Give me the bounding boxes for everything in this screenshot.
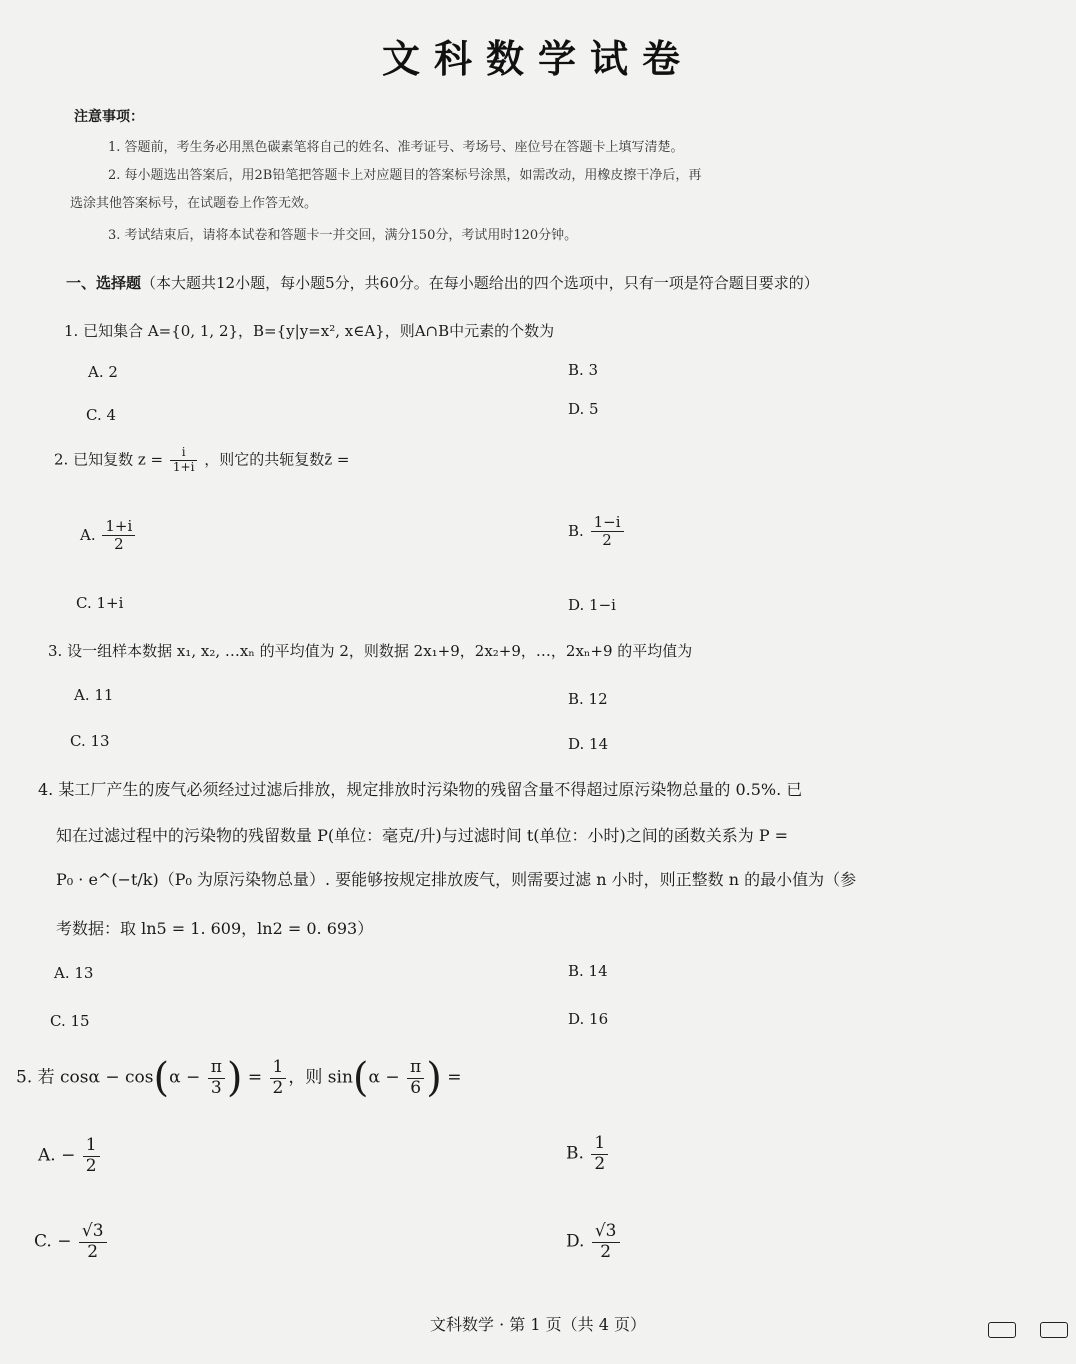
q5-b-num: 1 [591,1134,608,1155]
q4-option-c[interactable]: C. 15 [50,1012,90,1030]
q5-den-6: 6 [410,1077,422,1098]
q3-option-a[interactable]: A. 11 [74,686,114,704]
q2-frac-num: i [170,446,198,461]
q5-option-d[interactable] [566,1222,622,1262]
q5-frac-half [270,1058,287,1098]
q2-a-label: A. [80,525,96,544]
q5-then: ，则 sin [288,1067,353,1088]
q5-a-label: A. − [38,1145,76,1166]
q5-c-fraction [79,1222,107,1262]
q3-option-d[interactable]: D. 14 [568,735,609,753]
q2-option-a[interactable] [80,518,137,554]
q5-b-den: 2 [594,1153,606,1174]
q4-option-d[interactable]: D. 16 [568,1010,609,1028]
q5-c-label: C. − [34,1231,72,1252]
q5-pi-num-2: π [407,1058,424,1079]
question-4-line-4: 考数据：取 ln5 = 1. 609，ln2 = 0. 693） [56,919,374,938]
q2-b-den: 2 [602,531,612,550]
q4-option-a[interactable]: A. 13 [54,964,94,982]
q5-b-label: B. [566,1143,584,1164]
q5-mid1: α − [169,1067,201,1088]
q5-c-den: 2 [87,1241,99,1262]
q1-option-c[interactable]: C. 4 [86,406,117,424]
question-5-stem: 5. 若 cosα − cos(α − $\frac{\pi}{3}$ ) = $\frac{1}{2}$ ，则 sin(α − $\frac{\pi}{6}$ ) = [16,1055,462,1102]
q5-den-3: 3 [210,1077,222,1098]
q5-d-label: D. [566,1231,585,1252]
section-label: 一、选择题 [66,274,142,292]
question-3-stem: 3. 设一组样本数据 x₁, x₂, …xₙ 的平均值为 2，则数据 2x₁+9，2x₂+9，…，2xₙ+9 的平均值为 [48,642,693,660]
notice-item-2: 2. 每小题选出答案后，用2B铅笔把答题卡上对应题目的答案标号涂黑，如需改动，用橡皮擦干净后，再 [108,168,702,183]
q5-d-fraction [592,1222,620,1262]
q5-mid2: α − [368,1067,400,1088]
q2-a-num: 1+i [102,518,135,536]
q5-a-fraction [83,1136,100,1176]
q2-option-d[interactable]: D. 1−i [568,596,616,614]
q1-option-b[interactable]: B. 3 [568,361,599,379]
corner-box-left [988,1322,1016,1338]
question-1-stem: 1. 已知集合 A={0, 1, 2}，B={y|y=x², x∈A}，则A∩B中元素的个数为 [64,322,555,340]
q5-d-den: 2 [600,1241,612,1262]
q1-option-d[interactable]: D. 5 [568,400,599,418]
q2-b-fraction [591,514,624,550]
q2-a-den: 2 [114,535,124,554]
q2-a-fraction [102,518,135,554]
page-footer: 文科数学 · 第 1 页（共 4 页） [430,1315,646,1334]
q2-option-c[interactable]: C. 1+i [76,594,124,612]
q5-two: 2 [272,1077,284,1098]
q5-one: 1 [270,1058,287,1079]
q2-fraction [170,446,198,475]
q2-stem-pre: 2. 已知复数 z = [54,450,164,469]
q5-eq: = [247,1067,263,1088]
q5-b-fraction [591,1134,608,1174]
q5-c-num: √3 [79,1222,107,1243]
notice-item-3: 3. 考试结束后，请将本试卷和答题卡一并交回，满分150分，考试用时120分钟。 [108,228,578,243]
q4-option-b[interactable]: B. 14 [568,962,608,980]
q1-option-a[interactable]: A. 2 [88,363,118,381]
q5-option-b[interactable] [566,1134,610,1174]
section-heading [66,272,819,293]
section-desc: （本大题共12小题，每小题5分，共60分。在每小题给出的四个选项中，只有一项是符合题目要求的） [141,274,819,292]
q5-a-num: 1 [83,1136,100,1157]
question-4-line-2: 知在过滤过程中的污染物的残留数量 P(单位：毫克/升)与过滤时间 t(单位：小时)之间的函数关系为 P = [56,826,789,845]
q5-a-den: 2 [85,1155,97,1176]
corner-box-right [1040,1322,1068,1338]
q5-post: = [447,1067,462,1088]
q2-frac-den: 1+i [172,459,195,474]
q2-option-b[interactable] [568,514,626,550]
notice-heading: 注意事项： [74,109,144,125]
q2-b-label: B. [568,521,584,540]
q5-frac-pi-6 [407,1058,424,1098]
q3-option-c[interactable]: C. 13 [70,732,110,750]
q5-pi-num-1: π [208,1058,225,1079]
q5-pre: 5. 若 cosα − cos [16,1067,154,1088]
q2-stem-post: ，则它的共轭复数z̄ = [204,450,350,469]
question-2-stem [54,446,349,475]
question-4-line-3: P₀ · e^(−t/k)（P₀ 为原污染物总量）. 要能够按规定排放废气，则需要过滤 n 小时，则正整数 n 的最小值为（参 [56,870,857,889]
q5-option-a[interactable] [38,1136,102,1176]
question-4-line-1: 4. 某工厂产生的废气必须经过过滤后排放，规定排放时污染物的残留含量不得超过原污染物总量的 0.5%. 已 [38,780,803,799]
notice-item-1: 1. 答题前，考生务必用黑色碳素笔将自己的姓名、准考证号、考场号、座位号在答题卡上填写清楚。 [108,140,684,155]
q5-frac-pi-3 [208,1058,225,1098]
q3-option-b[interactable]: B. 12 [568,690,608,708]
q5-option-c[interactable] [34,1222,109,1262]
notice-item-2-cont: 选涂其他答案标号，在试题卷上作答无效。 [70,196,318,211]
q5-d-num: √3 [592,1222,620,1243]
q2-b-num: 1−i [591,514,624,532]
exam-title: 文科数学试卷 [381,36,694,81]
